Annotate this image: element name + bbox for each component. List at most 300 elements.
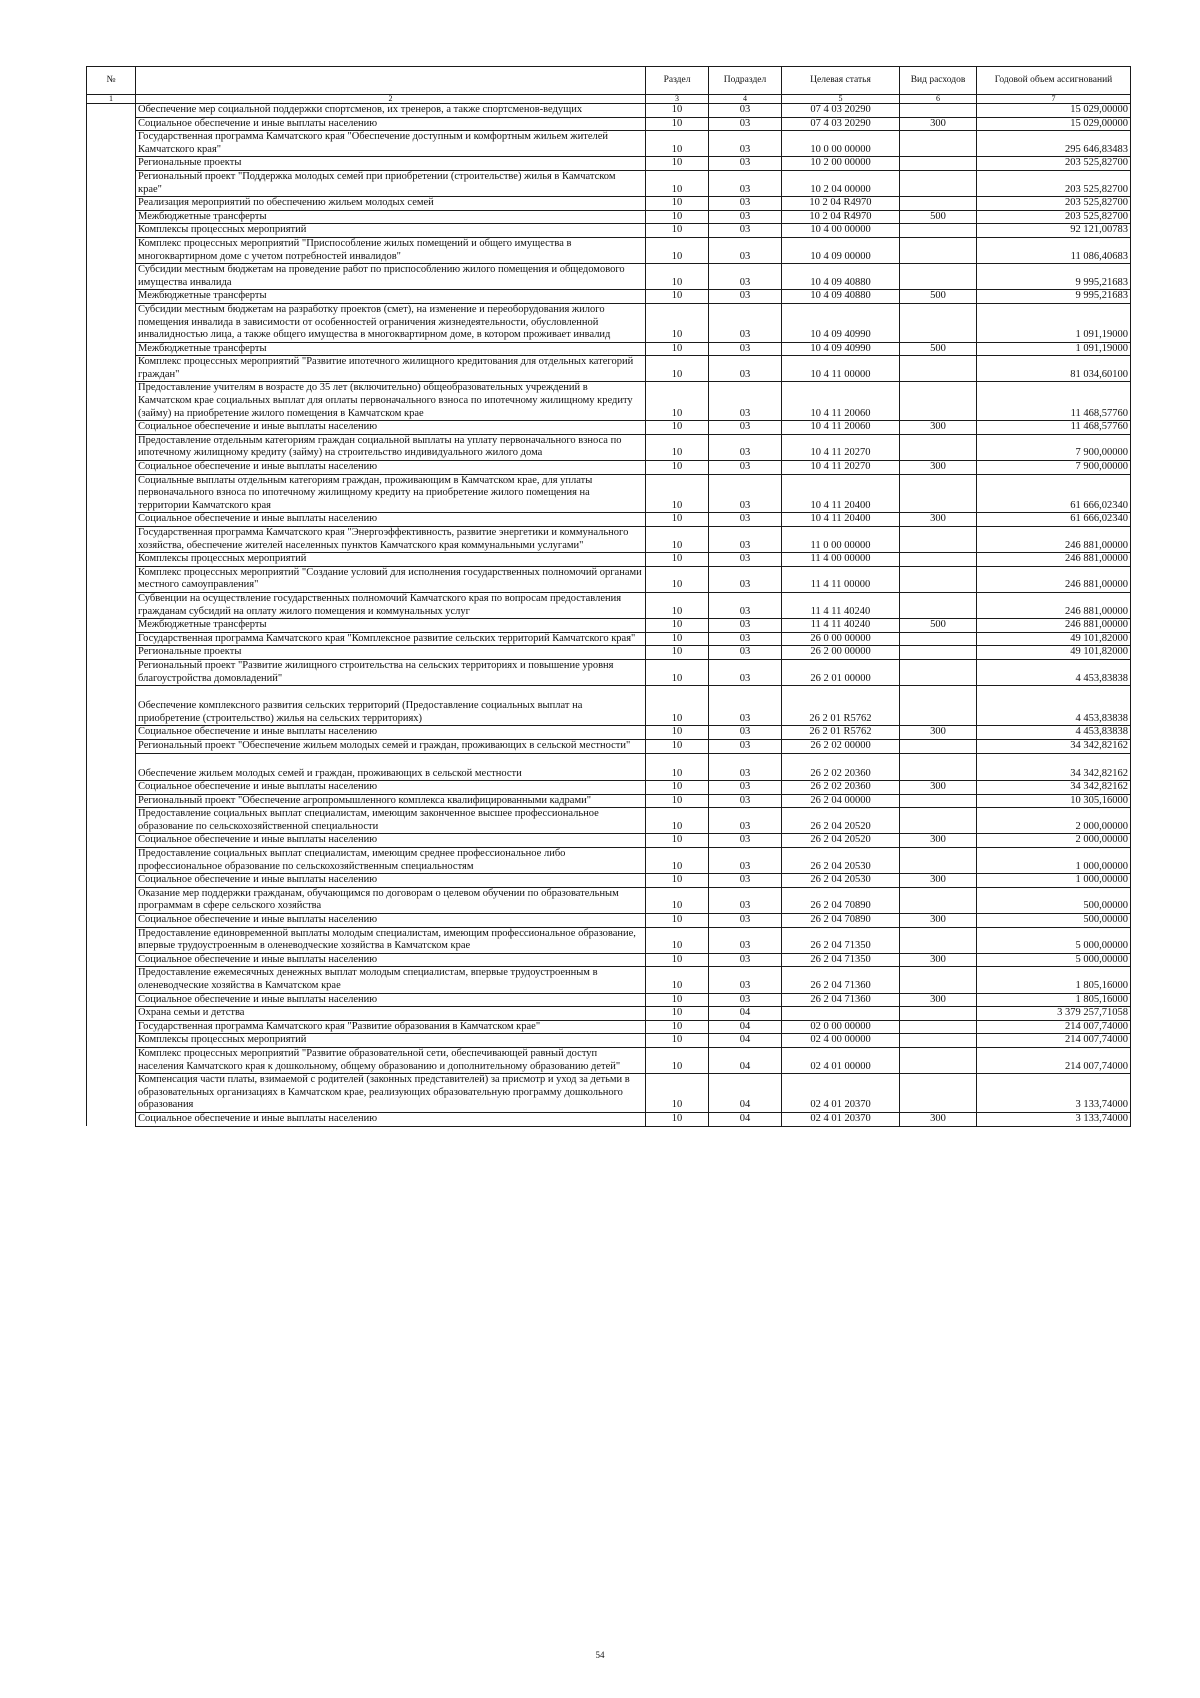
table-row	[87, 686, 1131, 726]
row-section-cell: 10	[646, 513, 709, 527]
table-row	[87, 290, 1131, 304]
table-row	[87, 117, 1131, 131]
table-row	[87, 382, 1131, 421]
row-section-cell: 10	[646, 834, 709, 848]
row-target-article-cell: 26 2 04 00000	[782, 794, 900, 808]
table-row	[87, 753, 1131, 781]
row-subsection-cell: 03	[709, 967, 782, 993]
row-section-cell: 10	[646, 157, 709, 171]
row-expense-type-cell	[900, 237, 977, 263]
row-number-cell	[87, 993, 136, 1007]
row-section-cell: 10	[646, 237, 709, 263]
row-name-cell: Предоставление учителям в возрасте до 35 лет (включительно) общеобразовательных учреждений в Камчатском крае социальных выплат для оплаты первоначального взноса по ипотечному жилищному кредиту (займу) на приобретение жилого помещения в Камчатском крае	[136, 382, 646, 421]
row-name-cell: Субсидии местным бюджетам на проведение работ по приспособлению жилого помещения и общедомового имущества инвалида	[136, 264, 646, 290]
row-amount-cell: 246 881,00000	[977, 592, 1131, 618]
row-amount-cell: 203 525,82700	[977, 170, 1131, 196]
row-number-cell	[87, 592, 136, 618]
row-name-cell: Социальное обеспечение и иные выплаты населению	[136, 953, 646, 967]
row-number-cell	[87, 1074, 136, 1113]
table-row	[87, 553, 1131, 567]
table-row	[87, 993, 1131, 1007]
row-section-cell: 10	[646, 794, 709, 808]
row-expense-type-cell: 500	[900, 210, 977, 224]
row-amount-cell: 5 000,00000	[977, 927, 1131, 953]
row-target-article-cell: 26 2 04 71360	[782, 993, 900, 1007]
row-target-article-cell: 26 2 04 71350	[782, 953, 900, 967]
col-num-header: №	[87, 67, 136, 95]
row-number-cell	[87, 1047, 136, 1073]
row-target-article-cell: 02 4 00 00000	[782, 1034, 900, 1048]
table-row	[87, 513, 1131, 527]
row-subsection-cell: 03	[709, 659, 782, 685]
row-subsection-cell: 03	[709, 197, 782, 211]
row-number-cell	[87, 131, 136, 157]
row-name-cell: Региональные проекты	[136, 646, 646, 660]
table-row	[87, 197, 1131, 211]
row-target-article-cell: 26 2 02 00000	[782, 739, 900, 753]
row-number-cell	[87, 632, 136, 646]
row-subsection-cell: 03	[709, 874, 782, 888]
table-row	[87, 210, 1131, 224]
row-subsection-cell: 04	[709, 1112, 782, 1126]
row-subsection-cell: 03	[709, 131, 782, 157]
table-row	[87, 342, 1131, 356]
row-expense-type-cell	[900, 197, 977, 211]
table-row	[87, 739, 1131, 753]
row-section-cell: 10	[646, 993, 709, 1007]
row-name-cell: Комплекс процессных мероприятий "Развитие ипотечного жилищного кредитования для отдельных категорий граждан"	[136, 356, 646, 382]
row-amount-cell: 11 468,57760	[977, 421, 1131, 435]
row-section-cell: 10	[646, 1020, 709, 1034]
row-number-cell	[87, 1112, 136, 1126]
row-amount-cell: 15 029,00000	[977, 117, 1131, 131]
table-row	[87, 927, 1131, 953]
row-subsection-cell: 03	[709, 753, 782, 781]
row-amount-cell: 2 000,00000	[977, 834, 1131, 848]
row-number-cell	[87, 953, 136, 967]
row-name-cell: Социальное обеспечение и иные выплаты населению	[136, 1112, 646, 1126]
row-amount-cell: 49 101,82000	[977, 646, 1131, 660]
column-number: 1	[87, 95, 136, 104]
row-subsection-cell: 03	[709, 887, 782, 913]
row-amount-cell: 7 900,00000	[977, 434, 1131, 460]
table-row	[87, 461, 1131, 475]
row-number-cell	[87, 967, 136, 993]
row-subsection-cell: 03	[709, 290, 782, 304]
row-expense-type-cell	[900, 224, 977, 238]
col-name-header	[136, 67, 646, 95]
row-name-cell: Региональный проект "Обеспечение агропромышленного комплекса квалифицированными кадрами"	[136, 794, 646, 808]
row-expense-type-cell	[900, 382, 977, 421]
row-subsection-cell: 03	[709, 170, 782, 196]
row-expense-type-cell	[900, 434, 977, 460]
row-target-article-cell: 26 2 02 20360	[782, 753, 900, 781]
table-row	[87, 527, 1131, 553]
row-expense-type-cell	[900, 967, 977, 993]
row-number-cell	[87, 224, 136, 238]
table-row	[87, 303, 1131, 342]
row-subsection-cell: 03	[709, 421, 782, 435]
row-amount-cell: 1 091,19000	[977, 303, 1131, 342]
row-section-cell: 10	[646, 953, 709, 967]
row-name-cell: Комплекс процессных мероприятий "Развитие образовательной сети, обеспечивающей равный доступ населения Камчатского края к дошкольному, общему образованию и дополнительному образованию детей"	[136, 1047, 646, 1073]
row-amount-cell: 246 881,00000	[977, 619, 1131, 633]
row-number-cell	[87, 342, 136, 356]
row-subsection-cell: 03	[709, 474, 782, 513]
row-expense-type-cell	[900, 356, 977, 382]
row-name-cell: Межбюджетные трансферты	[136, 210, 646, 224]
row-number-cell	[87, 874, 136, 888]
row-subsection-cell: 03	[709, 848, 782, 874]
row-name-cell: Социальное обеспечение и иные выплаты населению	[136, 874, 646, 888]
row-number-cell	[87, 848, 136, 874]
row-section-cell: 10	[646, 927, 709, 953]
row-number-cell	[87, 794, 136, 808]
row-target-article-cell: 10 4 09 40990	[782, 303, 900, 342]
table-row	[87, 474, 1131, 513]
row-expense-type-cell	[900, 1047, 977, 1073]
row-expense-type-cell: 300	[900, 914, 977, 928]
row-name-cell: Комплекс процессных мероприятий "Приспособление жилых помещений и общего имущества в многоквартирном доме с учетом потребностей инвалидов"	[136, 237, 646, 263]
row-section-cell: 10	[646, 224, 709, 238]
row-amount-cell: 214 007,74000	[977, 1047, 1131, 1073]
row-name-cell: Комплексы процессных мероприятий	[136, 553, 646, 567]
row-target-article-cell: 10 4 09 40990	[782, 342, 900, 356]
row-amount-cell: 3 133,74000	[977, 1112, 1131, 1126]
row-target-article-cell: 26 2 04 71360	[782, 967, 900, 993]
row-expense-type-cell	[900, 739, 977, 753]
column-number: 4	[709, 95, 782, 104]
row-amount-cell: 4 453,83838	[977, 659, 1131, 685]
row-expense-type-cell: 300	[900, 513, 977, 527]
row-target-article-cell: 11 4 00 00000	[782, 553, 900, 567]
row-subsection-cell: 03	[709, 726, 782, 740]
row-subsection-cell: 03	[709, 739, 782, 753]
row-expense-type-cell: 300	[900, 874, 977, 888]
row-target-article-cell: 26 2 01 00000	[782, 659, 900, 685]
row-subsection-cell: 04	[709, 1007, 782, 1021]
row-target-article-cell: 10 4 09 40880	[782, 290, 900, 304]
row-number-cell	[87, 356, 136, 382]
row-number-cell	[87, 1020, 136, 1034]
row-target-article-cell: 26 2 04 70890	[782, 914, 900, 928]
row-target-article-cell: 10 2 04 R4970	[782, 210, 900, 224]
row-expense-type-cell: 300	[900, 117, 977, 131]
row-number-cell	[87, 914, 136, 928]
row-section-cell: 10	[646, 967, 709, 993]
row-number-cell	[87, 553, 136, 567]
table-row	[87, 781, 1131, 795]
row-amount-cell: 1 805,16000	[977, 993, 1131, 1007]
row-section-cell: 10	[646, 553, 709, 567]
row-amount-cell: 4 453,83838	[977, 686, 1131, 726]
row-name-cell: Социальное обеспечение и иные выплаты населению	[136, 914, 646, 928]
table-row	[87, 1007, 1131, 1021]
row-name-cell: Оказание мер поддержки гражданам, обучающимся по договорам о целевом обучении по образовательным программам в сфере сельского хозяйства	[136, 887, 646, 913]
row-target-article-cell: 07 4 03 20290	[782, 104, 900, 118]
row-name-cell: Социальное обеспечение и иные выплаты населению	[136, 421, 646, 435]
row-subsection-cell: 04	[709, 1020, 782, 1034]
row-section-cell: 10	[646, 131, 709, 157]
row-expense-type-cell	[900, 303, 977, 342]
row-amount-cell: 3 133,74000	[977, 1074, 1131, 1113]
row-amount-cell: 9 995,21683	[977, 290, 1131, 304]
row-target-article-cell: 26 0 00 00000	[782, 632, 900, 646]
row-name-cell: Предоставление отдельным категориям граждан социальной выплаты на уплату первоначального взноса по ипотечному жилищному кредиту (займу) на строительство индивидуального жилого дома	[136, 434, 646, 460]
row-expense-type-cell	[900, 553, 977, 567]
row-target-article-cell: 26 2 02 20360	[782, 781, 900, 795]
row-number-cell	[87, 474, 136, 513]
row-subsection-cell: 03	[709, 632, 782, 646]
row-amount-cell: 203 525,82700	[977, 210, 1131, 224]
row-number-cell	[87, 117, 136, 131]
row-amount-cell: 3 379 257,71058	[977, 1007, 1131, 1021]
row-target-article-cell: 10 2 04 R4970	[782, 197, 900, 211]
table-row	[87, 224, 1131, 238]
row-number-cell	[87, 237, 136, 263]
row-subsection-cell: 03	[709, 914, 782, 928]
row-name-cell: Социальное обеспечение и иные выплаты населению	[136, 117, 646, 131]
row-number-cell	[87, 834, 136, 848]
row-name-cell: Межбюджетные трансферты	[136, 290, 646, 304]
row-number-cell	[87, 513, 136, 527]
col-annual-volume-header: Годовой объем ассигнований	[977, 67, 1131, 95]
row-expense-type-cell	[900, 474, 977, 513]
row-section-cell: 10	[646, 659, 709, 685]
row-expense-type-cell	[900, 170, 977, 196]
row-subsection-cell: 03	[709, 382, 782, 421]
row-name-cell: Охрана семьи и детства	[136, 1007, 646, 1021]
row-section-cell: 10	[646, 592, 709, 618]
column-number: 2	[136, 95, 646, 104]
row-subsection-cell: 03	[709, 104, 782, 118]
row-name-cell: Межбюджетные трансферты	[136, 619, 646, 633]
row-expense-type-cell	[900, 659, 977, 685]
row-amount-cell: 81 034,60100	[977, 356, 1131, 382]
col-expense-type-header: Вид расходов	[900, 67, 977, 95]
row-number-cell	[87, 290, 136, 304]
row-target-article-cell: 10 4 11 00000	[782, 356, 900, 382]
row-amount-cell: 246 881,00000	[977, 527, 1131, 553]
row-target-article-cell: 02 4 01 20370	[782, 1112, 900, 1126]
table-row	[87, 794, 1131, 808]
row-expense-type-cell: 500	[900, 290, 977, 304]
row-section-cell: 10	[646, 290, 709, 304]
row-section-cell: 10	[646, 887, 709, 913]
row-amount-cell: 34 342,82162	[977, 753, 1131, 781]
row-amount-cell: 10 305,16000	[977, 794, 1131, 808]
row-number-cell	[87, 781, 136, 795]
row-amount-cell: 61 666,02340	[977, 474, 1131, 513]
row-section-cell: 10	[646, 1007, 709, 1021]
row-expense-type-cell: 300	[900, 461, 977, 475]
row-target-article-cell	[782, 1007, 900, 1021]
row-section-cell: 10	[646, 619, 709, 633]
row-subsection-cell: 03	[709, 794, 782, 808]
row-target-article-cell: 10 4 09 40880	[782, 264, 900, 290]
row-name-cell: Государственная программа Камчатского края "Обеспечение доступным и комфортным жильем жителей Камчатского края"	[136, 131, 646, 157]
row-number-cell	[87, 739, 136, 753]
row-number-cell	[87, 646, 136, 660]
row-number-cell	[87, 1007, 136, 1021]
row-subsection-cell: 03	[709, 237, 782, 263]
row-number-cell	[87, 434, 136, 460]
row-number-cell	[87, 527, 136, 553]
row-subsection-cell: 03	[709, 157, 782, 171]
row-number-cell	[87, 303, 136, 342]
row-amount-cell: 9 995,21683	[977, 264, 1131, 290]
row-subsection-cell: 03	[709, 619, 782, 633]
column-number: 3	[646, 95, 709, 104]
row-name-cell: Предоставление ежемесячных денежных выплат молодым специалистам, впервые трудоустроенным в оленеводческие хозяйства в Камчатском крае	[136, 967, 646, 993]
row-name-cell: Социальные выплаты отдельным категориям граждан, проживающим в Камчатском крае, для уплаты первоначального взноса по ипотечному жилищному кредиту на приобретение жилого помещения на территории Камчатского края	[136, 474, 646, 513]
row-number-cell	[87, 382, 136, 421]
row-subsection-cell: 03	[709, 834, 782, 848]
row-expense-type-cell	[900, 1020, 977, 1034]
row-expense-type-cell: 500	[900, 342, 977, 356]
row-section-cell: 10	[646, 1112, 709, 1126]
row-name-cell: Компенсация части платы, взимаемой с родителей (законных представителей) за присмотр и уход за детьми в образовательных организациях в Камчатском крае, реализующих образовательную программу дошкольного образования	[136, 1074, 646, 1113]
row-number-cell	[87, 753, 136, 781]
table-row	[87, 1047, 1131, 1073]
row-number-cell	[87, 887, 136, 913]
row-number-cell	[87, 104, 136, 118]
table-row	[87, 421, 1131, 435]
row-subsection-cell: 04	[709, 1034, 782, 1048]
row-expense-type-cell	[900, 157, 977, 171]
row-expense-type-cell	[900, 887, 977, 913]
row-name-cell: Социальное обеспечение и иные выплаты населению	[136, 461, 646, 475]
table-row	[87, 632, 1131, 646]
row-section-cell: 10	[646, 781, 709, 795]
table-row	[87, 157, 1131, 171]
row-expense-type-cell	[900, 1034, 977, 1048]
budget-sheet	[86, 66, 1130, 1127]
row-amount-cell: 4 453,83838	[977, 726, 1131, 740]
row-amount-cell: 2 000,00000	[977, 808, 1131, 834]
row-subsection-cell: 03	[709, 927, 782, 953]
row-target-article-cell: 26 2 01 R5762	[782, 726, 900, 740]
row-name-cell: Комплексы процессных мероприятий	[136, 1034, 646, 1048]
row-name-cell: Комплекс процессных мероприятий "Создание условий для исполнения государственных полномочий органами местного самоуправления"	[136, 566, 646, 592]
row-name-cell: Субсидии местным бюджетам на разработку проектов (смет), на изменение и переоборудования жилого помещения инвалида в зависимости от особенностей ограничения жизнедеятельности, обусловленной инвалидностью лица, а также общего имущества в многоквартирном доме, в котором проживает инвалид	[136, 303, 646, 342]
row-name-cell: Региональные проекты	[136, 157, 646, 171]
row-name-cell: Региональный проект "Поддержка молодых семей при приобретении (строительстве) жилья в Камчатском крае"	[136, 170, 646, 196]
table-row	[87, 131, 1131, 157]
column-number: 6	[900, 95, 977, 104]
row-name-cell: Социальное обеспечение и иные выплаты населению	[136, 993, 646, 1007]
row-number-cell	[87, 566, 136, 592]
row-expense-type-cell: 300	[900, 1112, 977, 1126]
row-section-cell: 10	[646, 914, 709, 928]
row-subsection-cell: 03	[709, 993, 782, 1007]
row-name-cell: Государственная программа Камчатского края "Развитие образования в Камчатском крае"	[136, 1020, 646, 1034]
row-target-article-cell: 10 4 11 20400	[782, 513, 900, 527]
row-expense-type-cell	[900, 264, 977, 290]
row-amount-cell: 92 121,00783	[977, 224, 1131, 238]
row-subsection-cell: 04	[709, 1047, 782, 1073]
row-section-cell: 10	[646, 1034, 709, 1048]
row-name-cell: Межбюджетные трансферты	[136, 342, 646, 356]
row-name-cell: Государственная программа Камчатского края "Комплексное развитие сельских территорий Камчатского края"	[136, 632, 646, 646]
row-target-article-cell: 10 4 11 20060	[782, 421, 900, 435]
row-expense-type-cell	[900, 1074, 977, 1113]
column-number-row	[87, 95, 1131, 104]
row-expense-type-cell: 300	[900, 726, 977, 740]
table-row	[87, 434, 1131, 460]
row-target-article-cell: 26 2 04 20530	[782, 874, 900, 888]
table-body	[87, 104, 1131, 1127]
row-section-cell: 10	[646, 739, 709, 753]
row-expense-type-cell	[900, 1007, 977, 1021]
table-row	[87, 1034, 1131, 1048]
row-subsection-cell: 03	[709, 953, 782, 967]
row-target-article-cell: 07 4 03 20290	[782, 117, 900, 131]
row-subsection-cell: 03	[709, 513, 782, 527]
row-section-cell: 10	[646, 566, 709, 592]
row-number-cell	[87, 619, 136, 633]
row-number-cell	[87, 726, 136, 740]
row-amount-cell: 1 000,00000	[977, 874, 1131, 888]
row-amount-cell: 11 468,57760	[977, 382, 1131, 421]
row-target-article-cell: 02 4 01 20370	[782, 1074, 900, 1113]
row-name-cell: Обеспечение комплексного развития сельских территорий (Предоставление социальных выплат на приобретение (строительство) жилья на сельских территориях)	[136, 686, 646, 726]
table-row	[87, 848, 1131, 874]
row-section-cell: 10	[646, 117, 709, 131]
row-amount-cell: 34 342,82162	[977, 781, 1131, 795]
row-amount-cell: 214 007,74000	[977, 1020, 1131, 1034]
row-expense-type-cell: 300	[900, 834, 977, 848]
row-subsection-cell: 03	[709, 264, 782, 290]
row-expense-type-cell	[900, 632, 977, 646]
row-number-cell	[87, 210, 136, 224]
row-target-article-cell: 10 2 04 00000	[782, 170, 900, 196]
row-expense-type-cell	[900, 927, 977, 953]
table-row	[87, 967, 1131, 993]
row-subsection-cell: 03	[709, 434, 782, 460]
row-amount-cell: 203 525,82700	[977, 197, 1131, 211]
table-row	[87, 237, 1131, 263]
row-section-cell: 10	[646, 461, 709, 475]
row-expense-type-cell	[900, 686, 977, 726]
row-name-cell: Социальное обеспечение и иные выплаты населению	[136, 834, 646, 848]
row-name-cell: Обеспечение жильем молодых семей и граждан, проживающих в сельской местности	[136, 753, 646, 781]
row-target-article-cell: 11 0 00 00000	[782, 527, 900, 553]
row-expense-type-cell: 300	[900, 421, 977, 435]
table-row	[87, 887, 1131, 913]
column-number: 5	[782, 95, 900, 104]
row-section-cell: 10	[646, 1074, 709, 1113]
row-amount-cell: 15 029,00000	[977, 104, 1131, 118]
row-number-cell	[87, 197, 136, 211]
row-target-article-cell: 10 4 11 20270	[782, 434, 900, 460]
row-section-cell: 10	[646, 646, 709, 660]
row-expense-type-cell: 500	[900, 619, 977, 633]
row-expense-type-cell	[900, 753, 977, 781]
row-target-article-cell: 10 4 11 20400	[782, 474, 900, 513]
row-subsection-cell: 03	[709, 342, 782, 356]
row-section-cell: 10	[646, 342, 709, 356]
row-section-cell: 10	[646, 197, 709, 211]
row-subsection-cell: 03	[709, 686, 782, 726]
row-section-cell: 10	[646, 264, 709, 290]
row-expense-type-cell: 300	[900, 953, 977, 967]
page-number: 54	[595, 1650, 605, 1660]
row-target-article-cell: 02 0 00 00000	[782, 1020, 900, 1034]
table-row	[87, 592, 1131, 618]
row-subsection-cell: 03	[709, 210, 782, 224]
row-target-article-cell: 26 2 00 00000	[782, 646, 900, 660]
